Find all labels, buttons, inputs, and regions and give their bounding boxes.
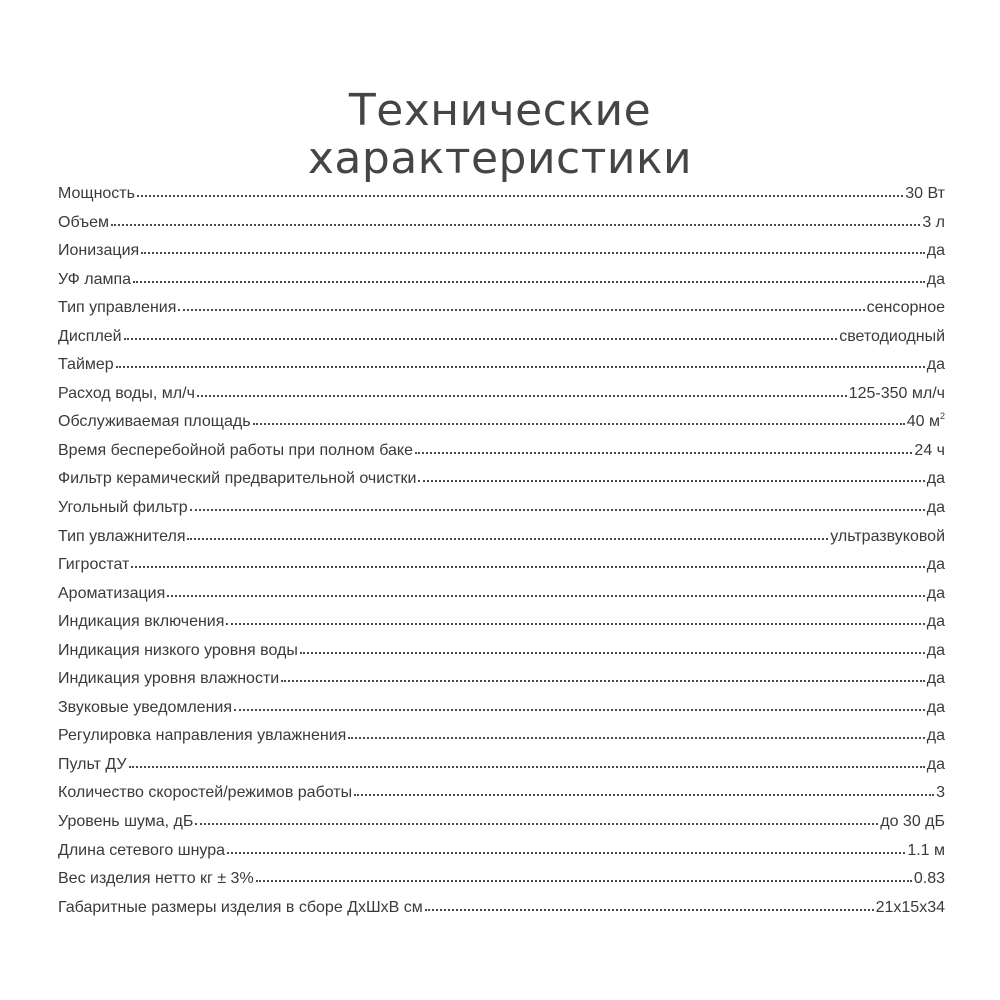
spec-label: Угольный фильтр bbox=[58, 499, 188, 517]
spec-row bbox=[58, 465, 945, 494]
spec-row bbox=[58, 779, 945, 808]
spec-value-text: да bbox=[926, 270, 945, 288]
spec-label: Ионизация bbox=[58, 242, 140, 260]
spec-row bbox=[58, 294, 945, 323]
spec-label: Обслуживаемая площадь bbox=[58, 413, 251, 431]
spec-value-text: 24 ч bbox=[914, 441, 945, 459]
dot-leader bbox=[354, 794, 934, 796]
spec-row bbox=[58, 580, 945, 609]
dot-leader bbox=[197, 395, 847, 397]
spec-label: Индикация включения bbox=[58, 613, 225, 631]
spec-value bbox=[876, 894, 945, 922]
spec-value-text: сенсорное bbox=[866, 299, 945, 317]
spec-row bbox=[58, 180, 945, 209]
spec-label: Время бесперебойной работы при полном баке bbox=[58, 441, 413, 459]
spec-row bbox=[58, 751, 945, 780]
spec-value-text: да bbox=[926, 755, 945, 773]
spec-row bbox=[58, 894, 945, 923]
spec-row bbox=[58, 837, 945, 866]
spec-value bbox=[927, 694, 945, 722]
spec-label: УФ лампа bbox=[58, 270, 132, 288]
spec-value-text: до 30 дБ bbox=[880, 813, 945, 831]
spec-label: Фильтр керамический предварительной очистки bbox=[58, 470, 417, 488]
spec-value bbox=[927, 637, 945, 665]
spec-label: Длина сетевого шнура bbox=[58, 841, 226, 859]
spec-value bbox=[927, 266, 945, 294]
spec-value bbox=[907, 408, 945, 436]
spec-value-text: 125-350 мл/ч bbox=[848, 384, 945, 402]
spec-value bbox=[927, 608, 945, 636]
spec-row bbox=[58, 237, 945, 266]
spec-label: Ароматизация bbox=[58, 584, 166, 602]
spec-row bbox=[58, 323, 945, 352]
spec-value-text: да bbox=[926, 641, 945, 659]
dot-leader bbox=[111, 224, 920, 226]
spec-value bbox=[927, 665, 945, 693]
spec-label: Звуковые уведомления bbox=[58, 698, 233, 716]
dot-leader bbox=[348, 737, 924, 739]
dot-leader bbox=[141, 252, 925, 254]
spec-label: Гигростат bbox=[58, 556, 130, 574]
spec-label: Вес изделия нетто кг ± 3% bbox=[58, 870, 254, 888]
spec-value-text: светодиодный bbox=[839, 327, 945, 345]
spec-value bbox=[927, 580, 945, 608]
spec-row bbox=[58, 437, 945, 466]
spec-row bbox=[58, 494, 945, 523]
spec-value-text: 40 м bbox=[906, 413, 940, 431]
dot-leader bbox=[226, 623, 924, 625]
dot-leader bbox=[253, 423, 905, 425]
spec-value bbox=[830, 523, 945, 551]
spec-label: Тип управления bbox=[58, 299, 177, 317]
dot-leader bbox=[227, 852, 905, 854]
dot-leader bbox=[281, 680, 925, 682]
spec-value-text: 30 Вт bbox=[905, 185, 945, 202]
spec-label: Уровень шума, дБ bbox=[58, 813, 194, 831]
dot-leader bbox=[131, 566, 924, 568]
spec-list bbox=[58, 180, 945, 922]
dot-leader bbox=[425, 909, 874, 911]
spec-value bbox=[867, 294, 945, 322]
spec-value bbox=[927, 494, 945, 522]
spec-value bbox=[849, 380, 945, 408]
dot-leader bbox=[234, 709, 925, 711]
spec-value bbox=[914, 437, 945, 465]
spec-label: Дисплей bbox=[58, 327, 122, 345]
spec-label: Индикация уровня влажности bbox=[58, 670, 280, 688]
spec-label: Мощность bbox=[58, 185, 135, 202]
spec-value-text: 21x15x34 bbox=[875, 898, 945, 916]
dot-leader bbox=[116, 366, 925, 368]
dot-leader bbox=[195, 823, 878, 825]
spec-row bbox=[58, 551, 945, 580]
spec-value bbox=[927, 237, 945, 265]
dot-leader bbox=[415, 452, 912, 454]
spec-row bbox=[58, 408, 945, 437]
spec-row bbox=[58, 266, 945, 295]
spec-row bbox=[58, 523, 945, 552]
spec-value-text: да bbox=[926, 470, 945, 488]
spec-row bbox=[58, 865, 945, 894]
spec-label: Таймер bbox=[58, 356, 114, 374]
spec-value bbox=[905, 180, 945, 208]
spec-value bbox=[927, 465, 945, 493]
spec-row bbox=[58, 209, 945, 238]
spec-row bbox=[58, 722, 945, 751]
dot-leader bbox=[167, 595, 924, 597]
spec-value-text: да bbox=[926, 499, 945, 517]
spec-value-text: да bbox=[926, 698, 945, 716]
dot-leader bbox=[300, 652, 925, 654]
spec-value bbox=[927, 751, 945, 779]
dot-leader bbox=[190, 509, 925, 511]
spec-row bbox=[58, 808, 945, 837]
spec-value-text: да bbox=[926, 242, 945, 260]
spec-value-superscript: 2 bbox=[939, 411, 945, 422]
spec-value-text: да bbox=[926, 556, 945, 574]
spec-label: Расход воды, мл/ч bbox=[58, 384, 195, 402]
spec-value-text: да bbox=[926, 613, 945, 631]
dot-leader bbox=[187, 538, 828, 540]
spec-label: Тип увлажнителя bbox=[58, 527, 186, 545]
spec-value-text: да bbox=[926, 356, 945, 374]
spec-row bbox=[58, 351, 945, 380]
dot-leader bbox=[137, 195, 903, 197]
spec-value bbox=[936, 779, 945, 807]
spec-row bbox=[58, 637, 945, 666]
spec-value-text: 1.1 м bbox=[907, 841, 945, 859]
spec-row bbox=[58, 380, 945, 409]
spec-value bbox=[839, 323, 945, 351]
dot-leader bbox=[124, 338, 838, 340]
spec-value bbox=[927, 551, 945, 579]
page-title-line-1: Технические bbox=[348, 85, 652, 137]
spec-value-text: да bbox=[926, 584, 945, 602]
spec-value-text: ультразвуковой bbox=[830, 527, 945, 545]
dot-leader bbox=[129, 766, 925, 768]
spec-value bbox=[880, 808, 945, 836]
spec-row bbox=[58, 665, 945, 694]
spec-value bbox=[927, 722, 945, 750]
spec-row bbox=[58, 608, 945, 637]
spec-row bbox=[58, 694, 945, 723]
spec-value-text: 3 bbox=[936, 784, 945, 802]
spec-label: Индикация низкого уровня воды bbox=[58, 641, 298, 659]
spec-value-text: 3 л bbox=[922, 213, 945, 231]
page-title-line-2: характеристики bbox=[307, 133, 693, 185]
spec-label: Количество скоростей/режимов работы bbox=[58, 784, 353, 802]
spec-label: Пульт ДУ bbox=[58, 755, 127, 773]
spec-value-text: да bbox=[926, 670, 945, 688]
spec-value bbox=[927, 351, 945, 379]
dot-leader bbox=[418, 480, 924, 482]
spec-value bbox=[914, 865, 945, 893]
dot-leader bbox=[178, 309, 864, 311]
page-title bbox=[0, 87, 1000, 183]
spec-value-text: 0.83 bbox=[913, 870, 945, 888]
spec-value bbox=[922, 209, 945, 237]
spec-label: Габаритные размеры изделия в сборе ДхШхВ см bbox=[58, 898, 423, 916]
spec-value bbox=[907, 837, 945, 865]
spec-label: Объем bbox=[58, 213, 109, 231]
dot-leader bbox=[133, 281, 925, 283]
dot-leader bbox=[256, 880, 912, 882]
spec-value-text: да bbox=[926, 727, 945, 745]
spec-label: Регулировка направления увлажнения bbox=[58, 727, 347, 745]
